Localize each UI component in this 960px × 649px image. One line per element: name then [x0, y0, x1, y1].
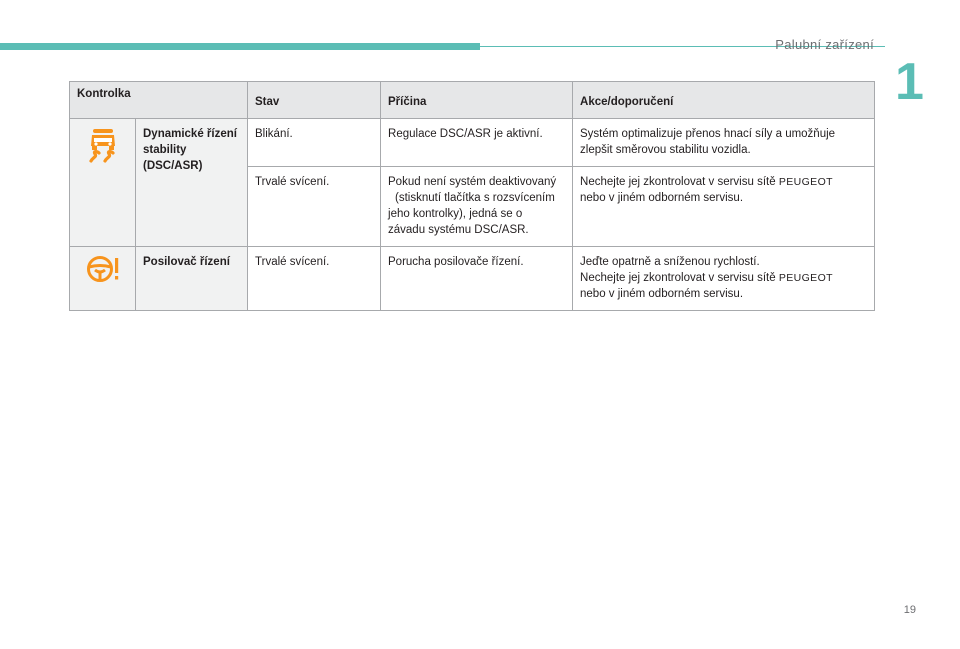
action-text: Nechejte jej zkontrolovat v servisu sítě — [580, 272, 776, 284]
cause-line: jeho kontrolky), jedná se o — [388, 208, 523, 220]
column-header-kontrolka: Kontrolka — [70, 82, 248, 119]
action-cell — [573, 247, 875, 311]
state-cell: Trvalé svícení. — [248, 167, 381, 247]
power-steering-icon-cell — [70, 247, 136, 311]
brand-name: PEUGEOT — [778, 272, 833, 284]
action-cell: Systém optimalizuje přenos hnací síly a umožňuje zlepšit směrovou stabilitu vozidla. — [573, 119, 875, 167]
chapter-number: 1 — [895, 53, 924, 111]
column-header-pricina: Příčina — [381, 82, 573, 119]
stability-control-icon — [88, 154, 118, 166]
cause-line: (stisknutí tlačítka s rozsvícením — [395, 192, 555, 204]
section-title: Palubní zařízení — [775, 37, 874, 52]
cause-line: závadu systému DSC/ASR. — [388, 224, 529, 236]
state-cell: Blikání. — [248, 119, 381, 167]
table-row — [70, 119, 875, 167]
cause-cell: Regulace DSC/ASR je aktivní. — [381, 119, 573, 167]
stability-icon-cell — [70, 119, 136, 247]
header-accent-bar — [0, 43, 480, 50]
cause-cell — [381, 167, 573, 247]
action-text: nebo v jiném odborném servisu. — [580, 288, 744, 300]
action-cell — [573, 167, 875, 247]
table-header-row — [70, 82, 875, 119]
column-header-stav: Stav — [248, 82, 381, 119]
action-text: Jeďte opatrně a sníženou rychlostí. — [580, 256, 760, 268]
cause-line: Pokud není systém deaktivovaný — [388, 176, 557, 188]
warning-lights-table — [69, 81, 875, 311]
warning-name: Dynamické řízení stability (DSC/ASR) — [136, 119, 248, 247]
action-text: nebo v jiném odborném servisu. — [580, 192, 744, 204]
brand-name: PEUGEOT — [778, 176, 833, 188]
warning-name: Posilovač řízení — [136, 247, 248, 311]
table-row — [70, 247, 875, 311]
cause-cell: Porucha posilovače řízení. — [381, 247, 573, 311]
state-cell: Trvalé svícení. — [248, 247, 381, 311]
column-header-akce: Akce/doporučení — [573, 82, 875, 119]
action-text: Nechejte jej zkontrolovat v servisu sítě — [580, 176, 776, 188]
page-number: 19 — [903, 604, 916, 616]
power-steering-warning-icon — [86, 274, 120, 286]
